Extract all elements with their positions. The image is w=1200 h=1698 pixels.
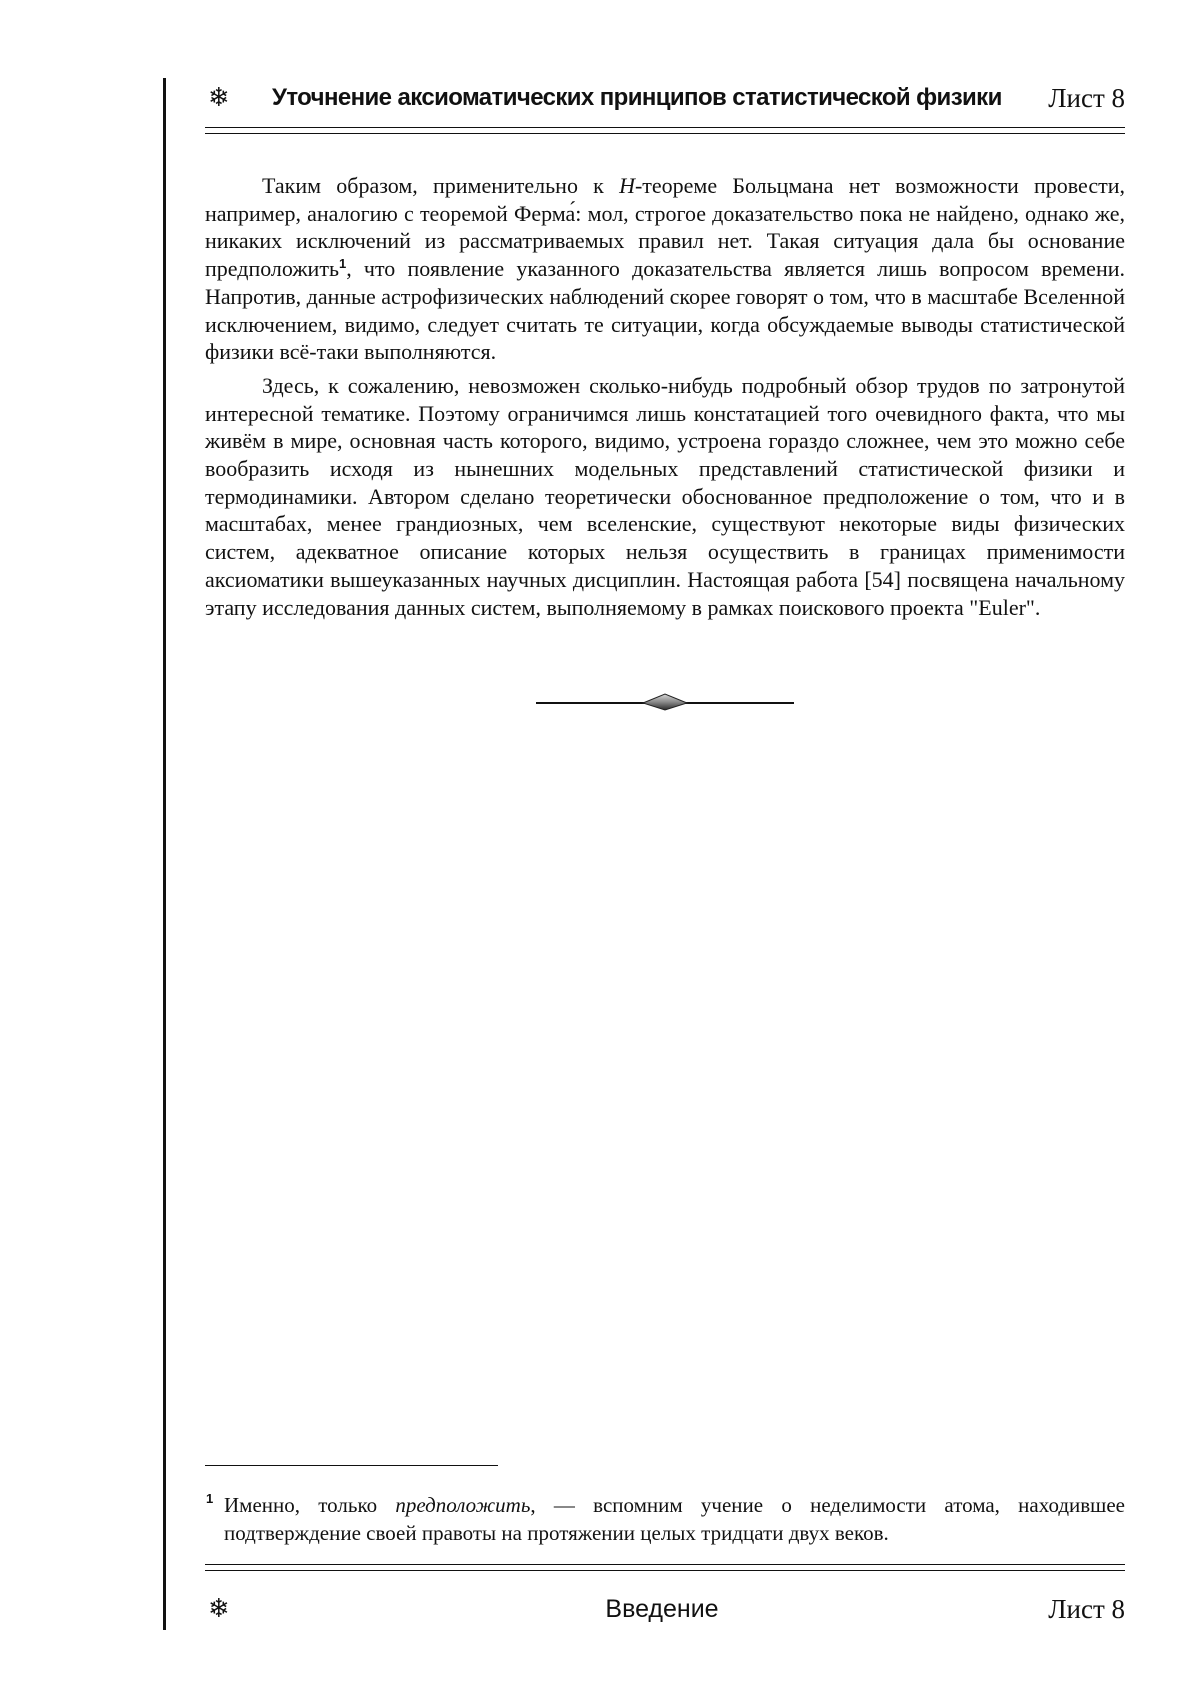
page-header: [205, 78, 1125, 118]
snowflake-icon: ❄: [208, 1594, 230, 1624]
footer-title-wrap: [205, 1594, 1125, 1624]
footnote-part-2: , — вспомним учение о неделимости атома, находившее подтверждение своей правоты на протяжении целых тридцати двух веков.: [224, 1493, 1125, 1545]
paragraph-2: Здесь, к сожалению, невозможен сколько-нибудь подробный обзор трудов по затронутой интересной тематике. Поэтому ограничимся лишь констатацией того очевидного факта, что мы живём в мире, основная часть которого, видимо, устроена гораздо сложнее, чем это можно себе вообразить исходя из нынешних модельных представлений статистической физики и термодинамики. Автором сделано теоретически обоснованное предположение о том, что и в масштабах, менее грандиозных, чем вселенские, существуют некоторые виды физических систем, адекватное описание которых нельзя осуществить в границах применимости аксиоматики вышеуказанных научных дисциплин. Настоящая работа [54] посвящена начальному этапу исследования данных систем, выполняемому в рамках поискового проекта "Euler".: [205, 372, 1125, 620]
footer-section-title: Введение: [605, 1595, 719, 1623]
footnote-separator: [205, 1465, 498, 1466]
footnote: [205, 1491, 1125, 1547]
paragraph-1-part-3: , что появление указанного доказательства является лишь вопросом времени. Напротив, данные астрофизических наблюдений скорее говорят о том, что в масштабе Вселенной исключением, видимо, следует считать те ситуации, когда обсуждаемые выводы статистической физики всё-таки выполняются.: [205, 256, 1125, 365]
footnote-part-1: Именно, только: [224, 1493, 396, 1517]
paragraph-1: [205, 172, 1125, 366]
paragraph-1-part-2: -теореме Больцмана нет возможности провести, например, аналогию с теоремой Ферма́: мол, строгое доказательство пока не найдено, однако же, никаких исключений из рассматриваемых правил нет. Такая ситуация дала бы основание предположить: [205, 173, 1125, 282]
header-double-rule: [205, 127, 1125, 134]
header-title: Уточнение аксиоматических принципов статистической физики: [272, 84, 1002, 111]
page-footer: [205, 1588, 1125, 1628]
footnote-reference[interactable]: 1: [338, 256, 347, 272]
body-text: [205, 172, 1125, 627]
paragraph-1-part-1: Таким образом, применительно к: [262, 173, 620, 198]
header-sheet-number: Лист 8: [1048, 83, 1125, 113]
footnote-text: [224, 1491, 1125, 1547]
footnote-emphasis: предположить: [395, 1493, 531, 1517]
snowflake-icon: ❄: [208, 83, 230, 113]
footer-sheet-number: Лист 8: [1048, 1594, 1125, 1624]
h-theorem-symbol: H: [619, 173, 635, 198]
diamond-divider-icon: [534, 690, 796, 712]
footnote-mark: 1: [206, 1491, 214, 1506]
left-margin-rule: [163, 78, 166, 1630]
footer-double-rule: [205, 1564, 1125, 1571]
